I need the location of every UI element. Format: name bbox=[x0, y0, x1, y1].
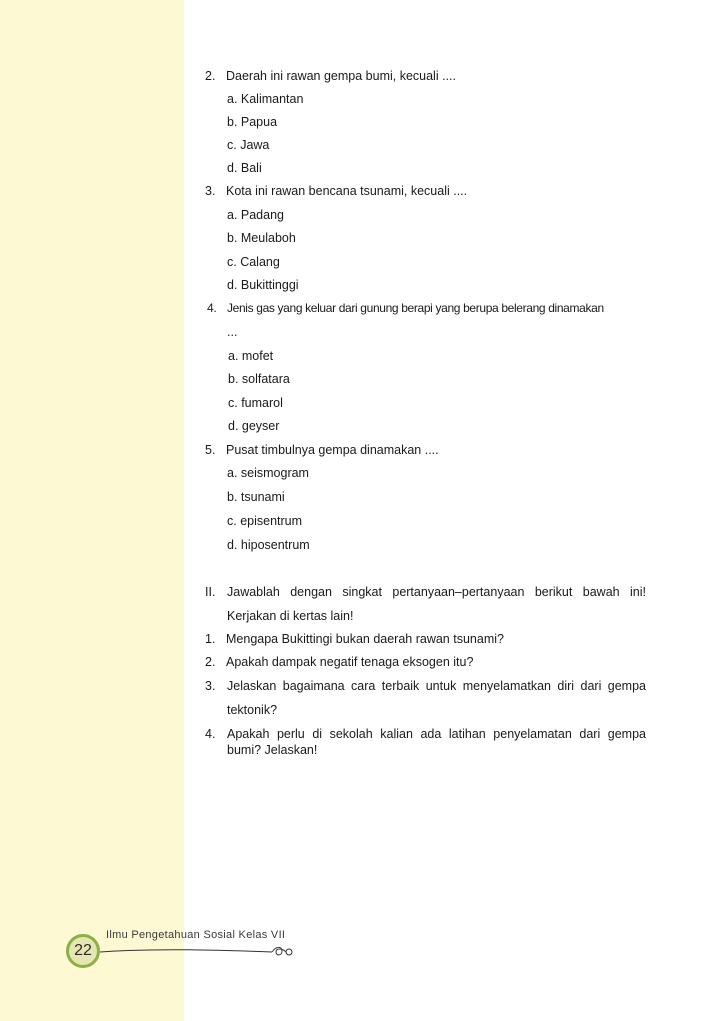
option: c. Calang bbox=[227, 255, 280, 269]
option: a. mofet bbox=[228, 349, 274, 363]
question-text-continued: bumi? Jelaskan! bbox=[227, 743, 318, 757]
question-number: 3. bbox=[205, 679, 216, 693]
page-number-badge bbox=[66, 934, 100, 968]
question-number: 2. bbox=[205, 69, 216, 83]
option: d. Bali bbox=[227, 161, 262, 175]
option: d. geyser bbox=[228, 419, 280, 433]
question-4 bbox=[207, 300, 604, 316]
book-title: Ilmu Pengetahuan Sosial Kelas VII bbox=[106, 929, 286, 941]
question-text-continued: ... bbox=[227, 325, 238, 339]
option: a. Padang bbox=[227, 208, 284, 222]
question-text: Daerah ini rawan gempa bumi, kecuali .... bbox=[226, 69, 456, 83]
question-text: Apakah dampak negatif tenaga eksogen itu? bbox=[226, 655, 474, 669]
page-margin-band bbox=[0, 0, 184, 1021]
question-3 bbox=[205, 183, 467, 199]
option: d. Bukittinggi bbox=[227, 278, 299, 292]
essay-question-1 bbox=[205, 631, 504, 647]
question-number: 4. bbox=[205, 727, 216, 741]
option: b. Meulaboh bbox=[227, 231, 296, 245]
question-text: Mengapa Bukittingi bukan daerah rawan tsunami? bbox=[226, 632, 504, 646]
option: a. Kalimantan bbox=[227, 92, 304, 106]
question-text: Pusat timbulnya gempa dinamakan .... bbox=[226, 443, 439, 457]
decorative-swirl-line bbox=[98, 940, 294, 962]
page-number: 22 bbox=[74, 942, 92, 959]
section-2-instruction-continued: Kerjakan di kertas lain! bbox=[227, 609, 354, 623]
option: b. Papua bbox=[227, 115, 278, 129]
question-number: 5. bbox=[205, 443, 216, 457]
option: a. seismogram bbox=[227, 466, 309, 480]
section-2-instruction: Jawablah dengan singkat pertanyaan–pertanyaan berikut bawah ini! bbox=[227, 585, 646, 599]
section-2-number: II. bbox=[205, 585, 216, 599]
question-number: 4. bbox=[207, 301, 217, 315]
question-5 bbox=[205, 442, 439, 458]
option: c. fumarol bbox=[228, 396, 283, 410]
question-number: 3. bbox=[205, 184, 216, 198]
question-number: 1. bbox=[205, 632, 216, 646]
question-text: Jenis gas yang keluar dari gunung berapi yang berupa belerang dinamakan bbox=[227, 301, 604, 315]
question-2 bbox=[205, 68, 456, 84]
option: c. Jawa bbox=[227, 138, 270, 152]
option: c. episentrum bbox=[227, 514, 303, 528]
option: b. tsunami bbox=[227, 490, 285, 504]
option: d. hiposentrum bbox=[227, 538, 310, 552]
question-text: Kota ini rawan bencana tsunami, kecuali .... bbox=[226, 184, 468, 198]
question-number: 2. bbox=[205, 655, 216, 669]
essay-question-3: Jelaskan bagaimana cara terbaik untuk menyelamatkan diri dari gempa bbox=[227, 679, 646, 693]
option: b. solfatara bbox=[228, 372, 290, 386]
essay-question-2 bbox=[205, 654, 473, 670]
essay-question-4: Apakah perlu di sekolah kalian ada latihan penyelamatan dari gempa bbox=[227, 727, 646, 741]
question-text-continued: tektonik? bbox=[227, 703, 278, 717]
